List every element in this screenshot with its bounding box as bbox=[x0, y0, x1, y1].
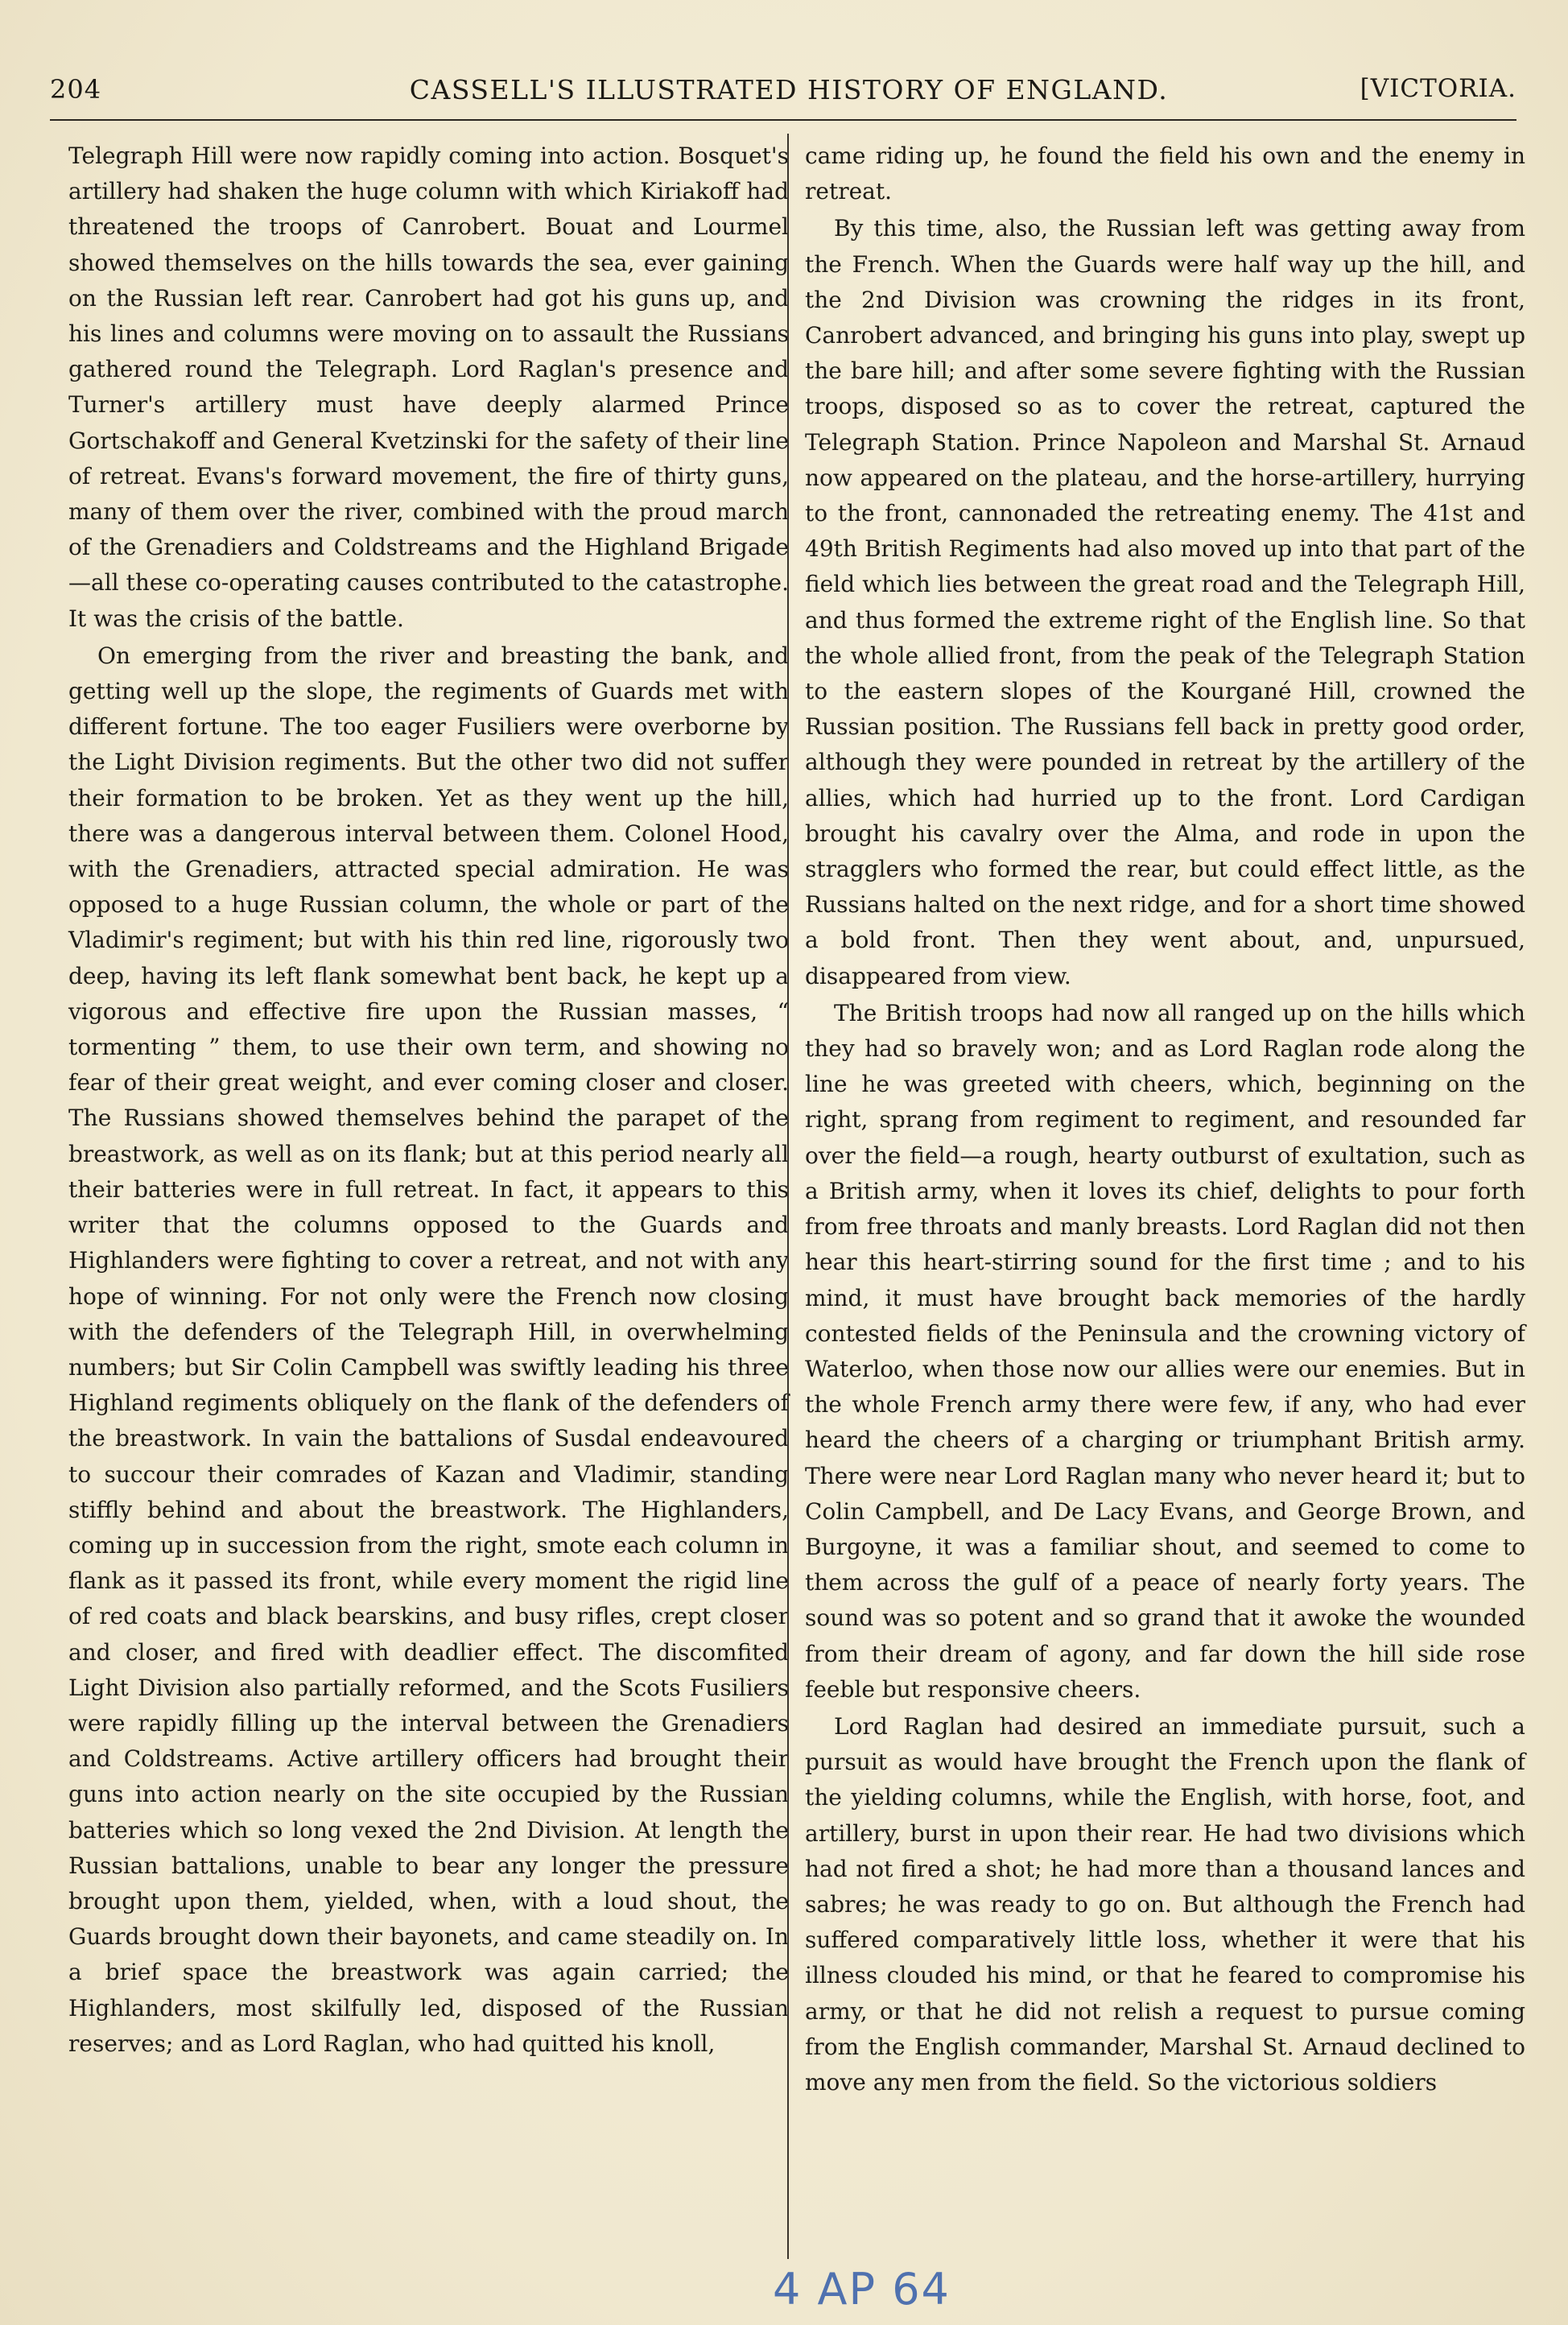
left-column bbox=[68, 138, 789, 2062]
page-number: 204 bbox=[50, 74, 102, 105]
running-title: CASSELL'S ILLUSTRATED HISTORY OF ENGLAND. bbox=[409, 74, 1169, 105]
paragraph: Telegraph Hill were now rapidly coming into action. Bosquet's artillery had shaken the huge column with which Kiriakoff had threatened the troops of Canrobert. Bouat and Lourmel showed themselves on the hills towards the sea, ever gaining on the Russian left rear. Canrobert had got his guns up, and his lines and columns were moving on to assault the Russians gathered round the Telegraph. Lord Raglan's presence and Turner's artillery must have deeply alarmed Prince Gortschakoff and General Kvetzinski for the safety of their line of retreat. Evans's forward movement, the fire of thirty guns, many of them over the river, combined with the proud march of the Grenadiers and Coldstreams and the Highland Brigade—all these co-operating causes contributed to the catastrophe. It was the crisis of the battle. bbox=[68, 142, 789, 632]
paragraph: The British troops had now all ranged up on the hills which they had so bravely won; and as Lord Raglan rode along the line he was greeted with cheers, which, beginning on the right, sprang from regiment to regiment, and resounded far over the field—a rough, hearty outburst of exultation, such as a British army, when it loves its chief, delights to pour forth from free throats and manly breasts. Lord Raglan did not then hear this heart-stirring sound for the first time ; and to his mind, it must have brought back memories of the hardly contested fields of the Peninsula and the crowning victory of Waterloo, when those now our allies were our enemies. But in the whole French army there were few, if any, who had ever heard the cheers of a charging or triumphant British army. There were near Lord Raglan many who never heard it; but to Colin Campbell, and De Lacy Evans, and George Brown, and Burgoyne, it was a familiar shout, and seemed to come to them across the gulf of a peace of nearly forty years. The sound was so potent and so grand that it awoke the wounded from their dream of agony, and far down the hill side rose feeble but responsive cheers. bbox=[805, 999, 1525, 1703]
paragraph: Lord Raglan had desired an immediate pursuit, such a pursuit as would have brought the French upon the flank of the yielding columns, while the English, with horse, foot, and artillery, burst in upon their rear. He had two divisions which had not fired a shot; he had more than a thousand lances and sabres; he was ready to go on. But although the French had suffered comparatively little loss, whether it were that his illness clouded his mind, or that he feared to compromise his army, or that he did not relish a request to pursue coming from the English commander, Marshal St. Arnaud declined to move any men from the field. So the victorious soldiers bbox=[805, 1712, 1525, 2096]
section-tag: [VICTORIA. bbox=[1360, 74, 1516, 103]
library-date-stamp: 4 AP 64 bbox=[773, 2264, 951, 2315]
paragraph: came riding up, he found the field his own and the enemy in retreat. bbox=[805, 142, 1525, 205]
right-column bbox=[805, 138, 1525, 2100]
column-divider bbox=[787, 134, 789, 2259]
running-header bbox=[48, 74, 1529, 114]
paragraph: On emerging from the river and breasting the bank, and getting well up the slope, the regiments of Guards met with different fortune. The too eager Fusiliers were overborne by the Light Division regiments. But the other two did not suffer their formation to be broken. Yet as they went up the hill, there was a dangerous interval between them. Colonel Hood, with the Grenadiers, attracted special admiration. He was opposed to a huge Russian column, the whole or part of the Vladimir's regiment; but with his thin red line, rigorously two deep, having its left flank somewhat bent back, he kept up a vigorous and effective fire upon the Russian masses, “ tormenting ” them, to use their own term, and showing no fear of their great weight, and ever coming closer and closer. The Russians showed themselves behind the parapet of the breastwork, as well as on its flank; but at this period nearly all their batteries were in full retreat. In fact, it appears to this writer that the columns opposed to the Guards and Highlanders were fighting to cover a retreat, and not with any hope of winning. For not only were the French now closing with the defenders of the Telegraph Hill, in overwhelming numbers; but Sir Colin Campbell was swiftly leading his three Highland regiments obliquely on the flank of the defenders of the breastwork. In vain the battalions of Susdal endeavoured to succour their comrades of Kazan and Vladimir, standing stiffly behind and about the breastwork. The Highlanders, coming up in succession from the right, smote each column in flank as it passed its front, while every moment the rigid line of red coats and black bearskins, and busy rifles, crept closer and closer, and fired with deadlier effect. The discomfited Light Division also partially reformed, and the Scots Fusiliers were rapidly filling up the interval between the Grenadiers and Coldstreams. Active artillery officers had brought their guns into action nearly on the site occupied by the Russian batteries which so long vexed the 2nd Division. At length the Russian battalions, unable to bear any longer the pressure brought upon them, yielded, when, with a loud shout, the Guards brought down their bayonets, and came steadily on. In a brief space the breastwork was again carried; the Highlanders, most skilfully led, disposed of the Russian reserves; and as Lord Raglan, who had quitted his knoll, bbox=[68, 642, 789, 2057]
paragraph: By this time, also, the Russian left was getting away from the French. When the Guards were half way up the hill, and the 2nd Division was crowning the ridges in its front, Canrobert advanced, and bringing his guns into play, swept up the bare hill; and after some severe fighting with the Russian troops, disposed so as to cover the retreat, captured the Telegraph Station. Prince Napoleon and Marshal St. Arnaud now appeared on the plateau, and the horse-artillery, hurrying to the front, cannonaded the retreating enemy. The 41st and 49th British Regiments had also moved up into that part of the field which lies between the great road and the Telegraph Hill, and thus formed the extreme right of the English line. So that the whole allied front, from the peak of the Telegraph Station to the eastern slopes of the Kourgané Hill, crowned the Russian position. The Russians fell back in pretty good order, although they were pounded in retreat by the artillery of the allies, which had hurried up to the front. Lord Cardigan brought his cavalry over the Alma, and rode in upon the stragglers who formed the rear, but could effect little, as the Russians halted on the next ridge, and for a short time showed a bold front. Then they went about, and, unpursued, disappeared from view. bbox=[805, 215, 1525, 989]
header-rule bbox=[50, 119, 1516, 121]
